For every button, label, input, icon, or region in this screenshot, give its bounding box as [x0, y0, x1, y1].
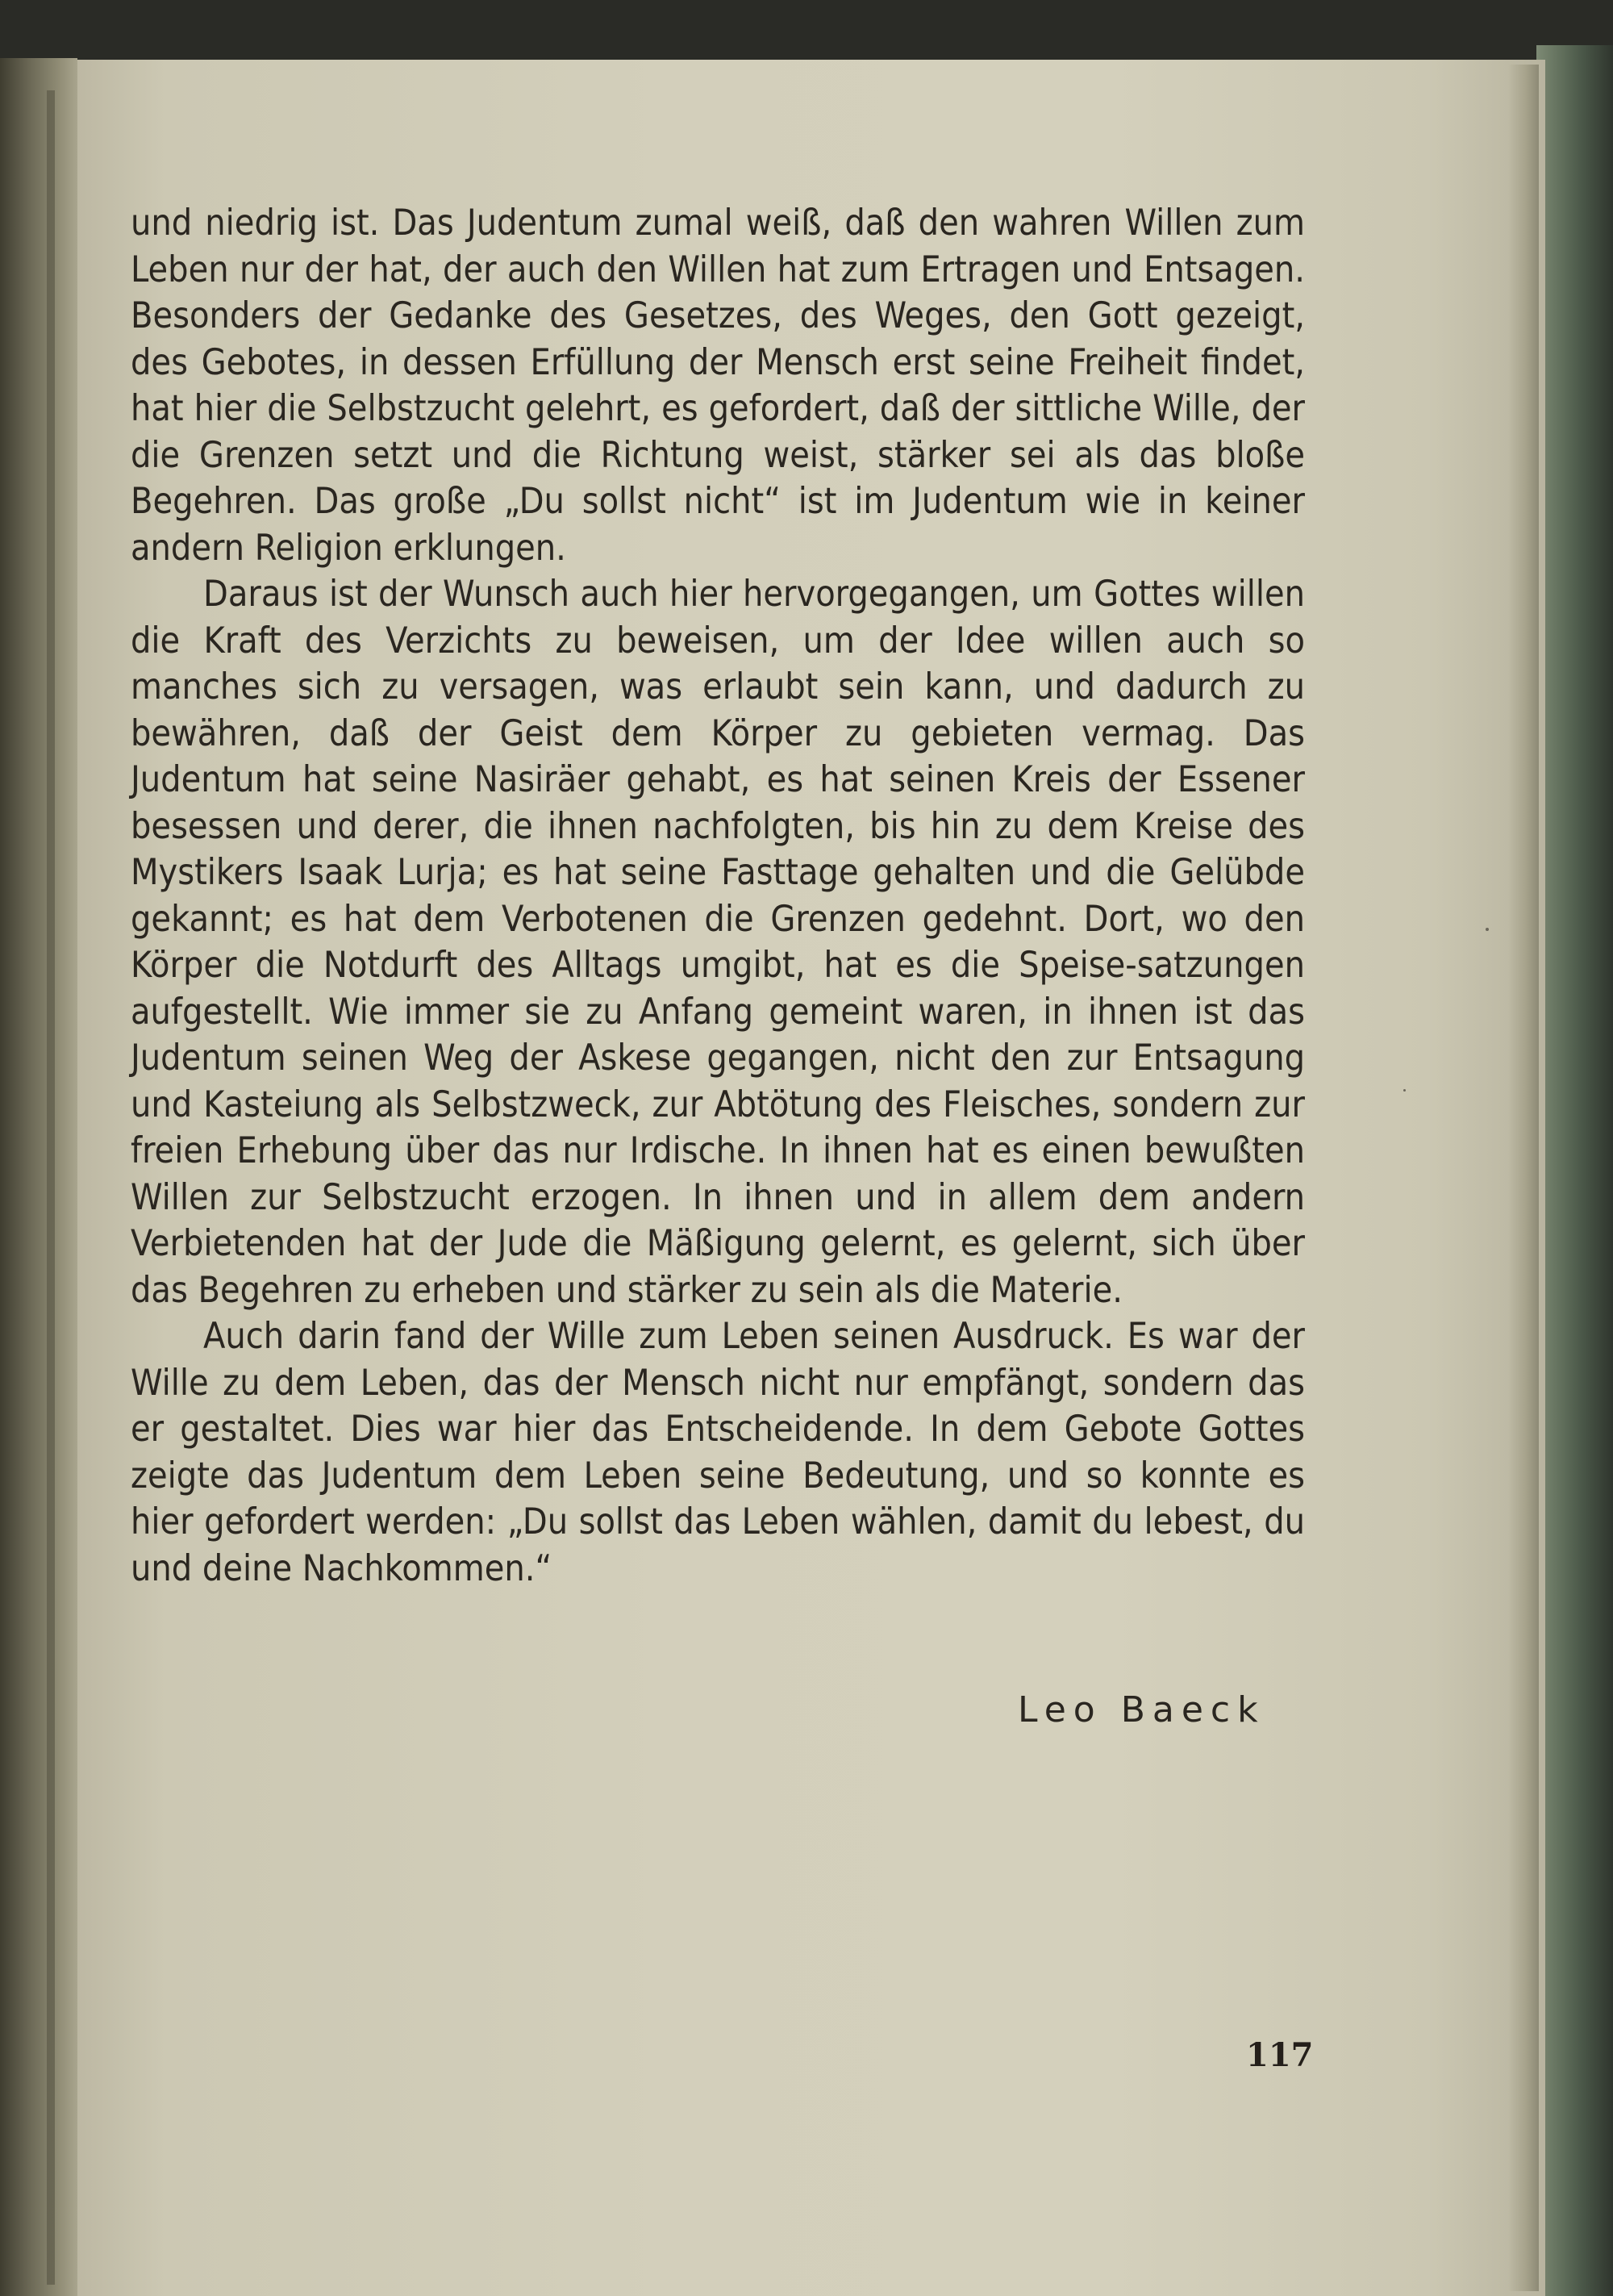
paper-speck [1403, 1089, 1406, 1092]
paragraph-2: Daraus ist der Wunsch auch hier hervorgegangen, um Gottes willen die Kraft des Verzichts zu beweisen, um der Idee willen auch so manches sich zu versagen, was erlaubt sein kann, und dadurch zu bewähren, daß der Geist dem Körper zu gebieten vermag. Das Judentum hat seine Nasiräer gehabt, es hat seinen Kreis der Essener besessen und derer, die ihnen nachfolgten, bis hin zu dem Kreise des Mystikers Isaak Lurja; es hat seine Fasttage gehalten und die Gelübde gekannt; es hat dem Verbotenen die Grenzen gedehnt. Dort, wo den Körper die Notdurft des Alltags umgibt, hat es die Speise-satzungen aufgestellt. Wie immer sie zu Anfang gemeint waren, in ihnen ist das Judentum seinen Weg der Askese gegangen, nicht den zur Entsagung und Kasteiung als Selbstzweck, zur Abtötung des Fleisches, sondern zur freien Erhebung über das nur Irdische. In ihnen hat es einen bewußten Willen zur Selbstzucht erzogen. In ihnen und in allem dem andern Verbietenden hat der Jude die Mäßigung gelernt, es gelernt, sich über das Begehren zu erheben und stärker zu sein als die Materie. [131, 574, 1305, 1311]
facing-page-edge [0, 58, 77, 2296]
page-number: 117 [1246, 2036, 1314, 2074]
page-gutter-shadow [1508, 65, 1539, 2291]
body-text [131, 200, 1305, 1592]
author-signature: Leo Baeck [1018, 1689, 1265, 1730]
book-cover-edge [1536, 45, 1613, 2296]
paragraph-3: Auch darin fand der Wille zum Leben seinen Ausdruck. Es war der Wille zu dem Leben, das der Mensch nicht nur empfängt, sondern das er gestaltet. Dies war hier das Entscheidende. In dem Gebote Gottes zeigte das Judentum dem Leben seine Bedeutung, und so konnte es hier gefordert werden: „Du sollst das Leben wählen, damit du lebest, du und deine Nachkommen.“ [131, 1316, 1305, 1589]
paper-speck [1486, 928, 1489, 931]
paragraph-1: und niedrig ist. Das Judentum zumal weiß, daß den wahren Willen zum Leben nur der hat, der auch den Willen hat zum Ertragen und Entsagen. Besonders der Gedanke des Gesetzes, des Weges, den Gott gezeigt, des Gebotes, in dessen Erfüllung der Mensch erst seine Freiheit findet, hat hier die Selbstzucht gelehrt, es gefordert, daß der sittliche Wille, der die Grenzen setzt und die Richtung weist, stärker sei als das bloße Begehren. Das große „Du sollst nicht“ ist im Judentum wie in keiner andern Religion erklungen. [131, 202, 1305, 569]
